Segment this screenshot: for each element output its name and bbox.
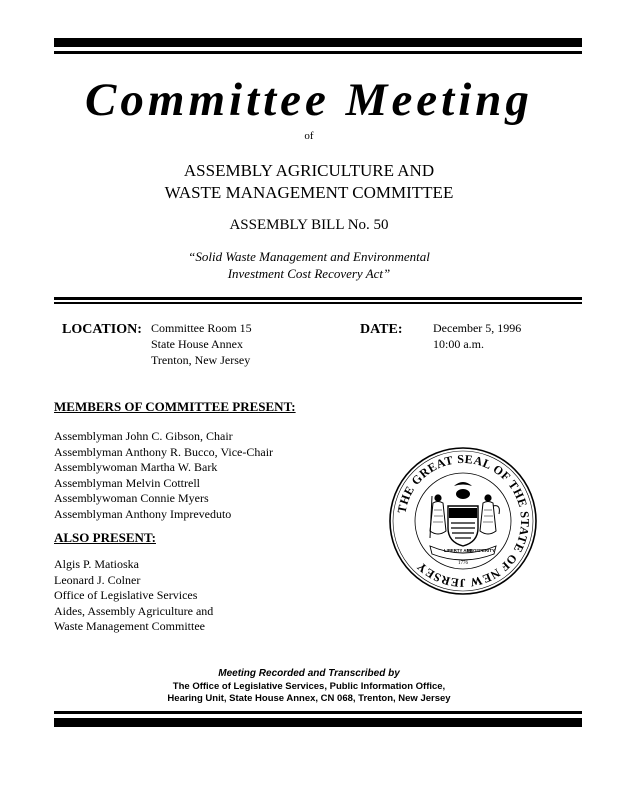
list-item: Leonard J. Colner (54, 572, 141, 587)
document-title: Committee Meeting (85, 74, 533, 126)
list-item: Assemblyman Anthony Impreveduto (54, 506, 232, 521)
list-item: Assemblywoman Martha W. Bark (54, 460, 218, 474)
committee-name-line1: ASSEMBLY AGRICULTURE AND (183, 161, 435, 180)
list-item: Assemblyman John C. Gibson, Chair (54, 429, 233, 443)
state-seal-icon (388, 446, 538, 596)
list-item: Office of Legislative Services (54, 588, 198, 602)
middle-rule-upper (54, 297, 582, 300)
footer-office (0, 681, 618, 705)
committee-name-line2: WASTE MANAGEMENT COMMITTEE (164, 183, 454, 202)
list-item: Assemblyman Melvin Cottrell (54, 475, 200, 490)
date-value (433, 320, 521, 352)
bill-subtitle-line1: “Solid Waste Management and Environmental (188, 249, 430, 264)
list-item: Aides, Assembly Agriculture and (54, 603, 214, 618)
date-line: 10:00 a.m. (433, 337, 484, 351)
committee-name (0, 160, 618, 204)
footer-recorded-by: Meeting Recorded and Transcribed by (218, 668, 400, 679)
seal-banner-left: LIBERTY AND (444, 548, 473, 553)
of-text: of (304, 130, 314, 142)
also-present-list (54, 557, 213, 635)
location-line: Trenton, New Jersey (151, 353, 251, 367)
top-thick-rule (54, 38, 582, 47)
location-label: LOCATION: (62, 322, 142, 337)
members-heading: MEMBERS OF COMMITTEE PRESENT: (54, 399, 296, 414)
bottom-thin-rule (54, 711, 582, 714)
seal-banner-right: PROSPERITY (467, 548, 495, 553)
bill-number: ASSEMBLY BILL No. 50 (229, 217, 389, 233)
list-item: Waste Management Committee (54, 619, 205, 633)
location-line: Committee Room 15 (151, 321, 252, 335)
list-item: Assemblywoman Connie Myers (54, 491, 209, 505)
seal-year: 1776 (458, 561, 468, 566)
middle-rule-lower (54, 302, 582, 304)
members-list (54, 429, 273, 522)
date-line: December 5, 1996 (433, 321, 522, 335)
also-present-heading: ALSO PRESENT: (54, 530, 156, 545)
location-line: State House Annex (151, 337, 243, 351)
footer-office-line2: Hearing Unit, State House Annex, CN 068, Trenton, New Jersey (167, 693, 451, 704)
footer-office-line1: The Office of Legislative Services, Public Information Office, (172, 681, 446, 692)
location-value (151, 320, 252, 368)
list-item: Assemblyman Anthony R. Bucco, Vice-Chair (54, 444, 274, 459)
bill-subtitle-line2: Investment Cost Recovery Act” (227, 266, 391, 281)
list-item: Algis P. Matioska (54, 557, 140, 571)
top-thin-rule (54, 51, 582, 54)
bottom-thick-rule (54, 718, 582, 727)
bill-subtitle (0, 248, 618, 282)
seal-ring-text: THE GREAT SEAL OF THE STATE OF NEW JERSEY (394, 451, 533, 591)
date-label: DATE: (360, 322, 403, 337)
